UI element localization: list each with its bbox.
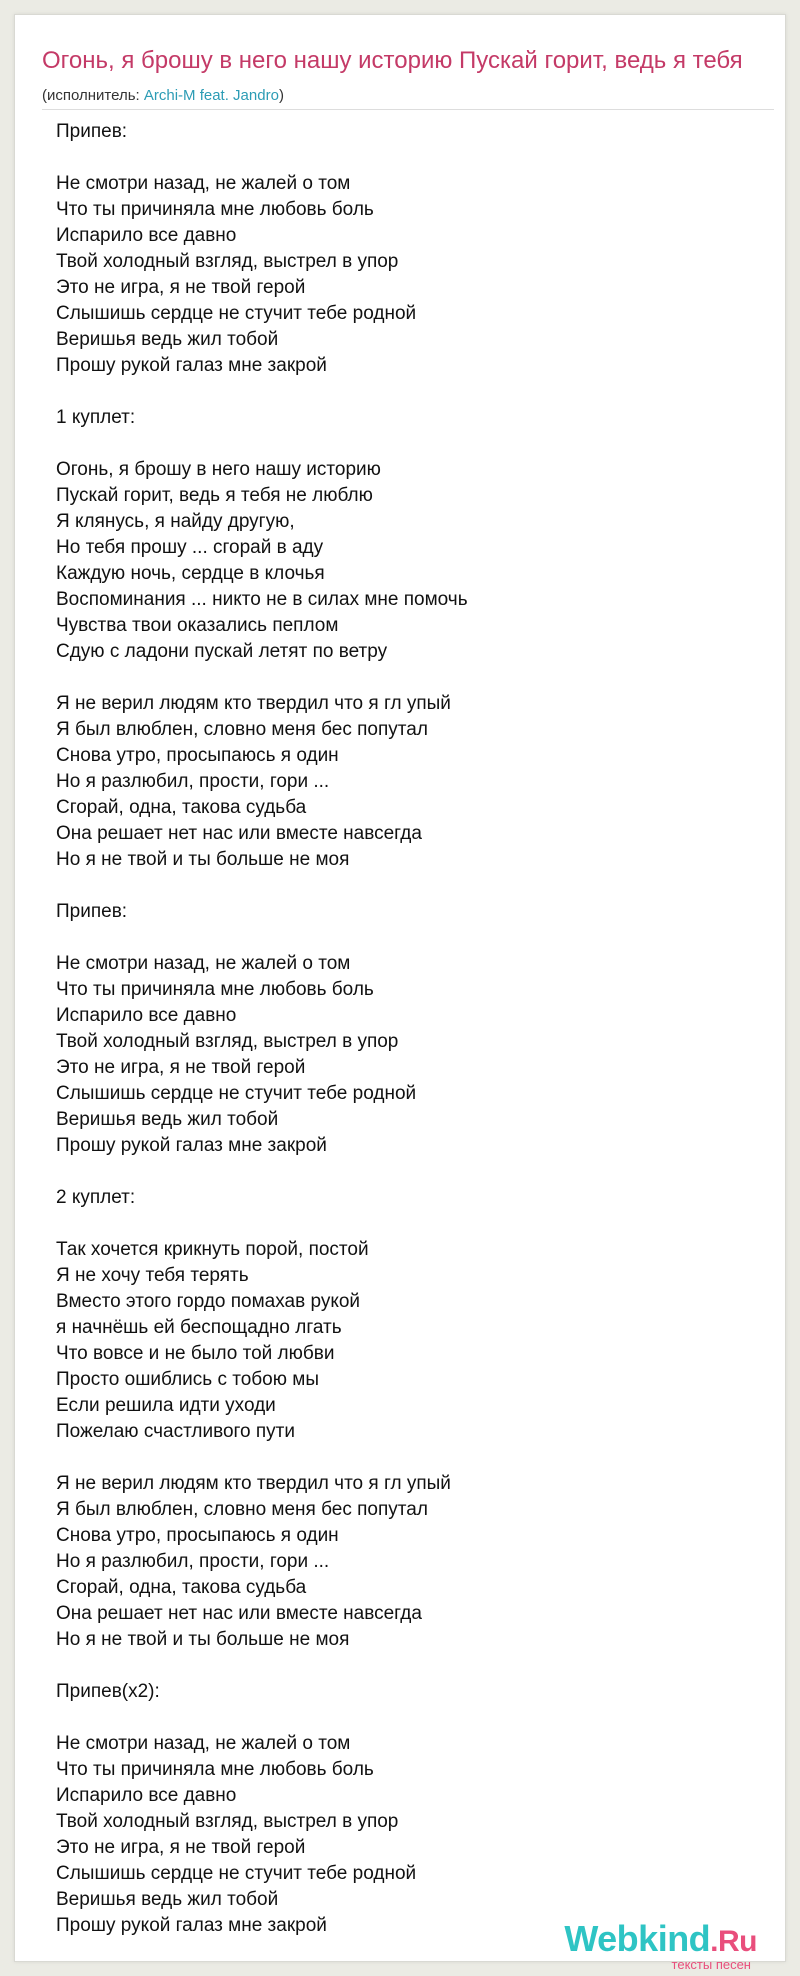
lyric-line: 2 куплет: — [56, 1187, 136, 1208]
logo-word: Webkind — [564, 1918, 711, 1959]
lyric-line: Сгорай, одна, такова судьба — [56, 797, 307, 818]
logo-wordmark — [564, 1918, 757, 1960]
lyric-line: Веришья ведь жил тобой — [56, 329, 279, 350]
lyric-line: Вместо этого гордо помахав рукой — [56, 1291, 361, 1312]
lyric-line: Но я разлюбил, прости, гори ... — [56, 771, 330, 792]
lyric-line: Твой холодный взгляд, выстрел в упор — [56, 1031, 399, 1052]
lyric-line: Испарило все давно — [56, 1005, 237, 1026]
byline-suffix: ) — [278, 87, 284, 104]
lyric-line: Она решает нет нас или вместе навсегда — [56, 1603, 422, 1624]
artist-byline — [42, 86, 284, 106]
lyric-line: Просто ошиблись с тобою мы — [56, 1369, 319, 1390]
lyric-line: Слышишь сердце не стучит тебе родной — [56, 303, 417, 324]
lyric-line: Но я не твой и ты больше не моя — [56, 849, 350, 870]
lyric-line: Что ты причиняла мне любовь боль — [56, 1759, 374, 1780]
lyric-line: Чувства твои оказались пеплом — [56, 615, 339, 636]
lyric-line: Припев: — [56, 121, 128, 142]
lyric-line: Но я разлюбил, прости, гори ... — [56, 1551, 330, 1572]
lyric-blank-line — [56, 145, 756, 171]
lyric-line: Воспоминания ... никто не в силах мне помочь — [56, 589, 468, 610]
logo-tagline: тексты песен — [671, 1957, 751, 1972]
artist-link[interactable]: Archi-M feat. Jandro — [143, 87, 279, 104]
lyric-blank-line — [56, 1445, 756, 1471]
lyric-line: Прошу рукой галаз мне закрой — [56, 1915, 327, 1936]
lyric-blank-line — [56, 379, 756, 405]
lyric-line: Что вовсе и не было той любви — [56, 1343, 335, 1364]
lyric-line: Припев(x2): — [56, 1681, 160, 1702]
lyric-line: Твой холодный взгляд, выстрел в упор — [56, 1811, 399, 1832]
site-logo[interactable] — [564, 1918, 757, 1972]
lyric-line: Огонь, я брошу в него нашу историю — [56, 459, 381, 480]
lyric-line: Прошу рукой галаз мне закрой — [56, 355, 327, 376]
lyric-line: Это не игра, я не твой герой — [56, 1057, 306, 1078]
lyric-line: Она решает нет нас или вместе навсегда — [56, 823, 422, 844]
lyric-line: Сгорай, одна, такова судьба — [56, 1577, 307, 1598]
lyric-line: Пожелаю счастливого пути — [56, 1421, 295, 1442]
lyric-line: Слышишь сердце не стучит тебе родной — [56, 1863, 417, 1884]
lyric-line: Я не хочу тебя терять — [56, 1265, 249, 1286]
lyric-line: Так хочется крикнуть порой, постой — [56, 1239, 369, 1260]
lyric-line: Слышишь сердце не стучит тебе родной — [56, 1083, 417, 1104]
lyric-line: Я клянусь, я найду другую, — [56, 511, 295, 532]
lyric-line: Пускай горит, ведь я тебя не люблю — [56, 485, 373, 506]
lyric-line: Снова утро, просыпаюсь я один — [56, 745, 339, 766]
lyric-line: Веришья ведь жил тобой — [56, 1889, 279, 1910]
lyric-line: Что ты причиняла мне любовь боль — [56, 979, 374, 1000]
byline-prefix: (исполнитель: — [42, 87, 144, 104]
lyric-line: Я был влюблен, словно меня бес попутал — [56, 1499, 428, 1520]
page-title: Огонь, я брошу в него нашу историю Пускай горит, ведь я тебя — [42, 47, 743, 74]
lyric-blank-line — [56, 431, 756, 457]
lyric-line: Сдую с ладони пускай летят по ветру — [56, 641, 388, 662]
lyric-line: я начнёшь ей беспощадно лгать — [56, 1317, 342, 1338]
lyric-line: Испарило все давно — [56, 225, 237, 246]
lyric-line: Твой холодный взгляд, выстрел в упор — [56, 251, 399, 272]
lyric-line: 1 куплет: — [56, 407, 136, 428]
lyric-line: Я не верил людям кто твердил что я гл упый — [56, 693, 451, 714]
lyric-line: Припев: — [56, 901, 128, 922]
lyric-line: Я был влюблен, словно меня бес попутал — [56, 719, 428, 740]
lyric-blank-line — [56, 665, 756, 691]
lyric-line: Это не игра, я не твой герой — [56, 277, 306, 298]
lyric-line: Это не игра, я не твой герой — [56, 1837, 306, 1858]
lyric-line: Но тебя прошу ... сгорай в аду — [56, 537, 324, 558]
lyric-line: Но я не твой и ты больше не моя — [56, 1629, 350, 1650]
lyrics-text — [56, 119, 756, 1939]
lyric-blank-line — [56, 925, 756, 951]
lyric-line: Я не верил людям кто твердил что я гл упый — [56, 1473, 451, 1494]
lyric-blank-line — [56, 1705, 756, 1731]
lyrics-card — [14, 14, 786, 1972]
title-divider — [42, 109, 774, 110]
lyric-line: Каждую ночь, сердце в клочья — [56, 563, 325, 584]
lyric-line: Не смотри назад, не жалей о том — [56, 1733, 351, 1754]
lyric-blank-line — [56, 1211, 756, 1237]
lyric-line: Не смотри назад, не жалей о том — [56, 953, 351, 974]
lyric-line: Прошу рукой галаз мне закрой — [56, 1135, 327, 1156]
lyric-line: Снова утро, просыпаюсь я один — [56, 1525, 339, 1546]
lyric-line: Что ты причиняла мне любовь боль — [56, 199, 374, 220]
lyric-line: Не смотри назад, не жалей о том — [56, 173, 351, 194]
lyric-line: Веришья ведь жил тобой — [56, 1109, 279, 1130]
logo-tld: .Ru — [710, 1925, 757, 1958]
lyric-blank-line — [56, 873, 756, 899]
lyric-blank-line — [56, 1653, 756, 1679]
lyric-line: Если решила идти уходи — [56, 1395, 276, 1416]
lyric-blank-line — [56, 1159, 756, 1185]
lyric-line: Испарило все давно — [56, 1785, 237, 1806]
